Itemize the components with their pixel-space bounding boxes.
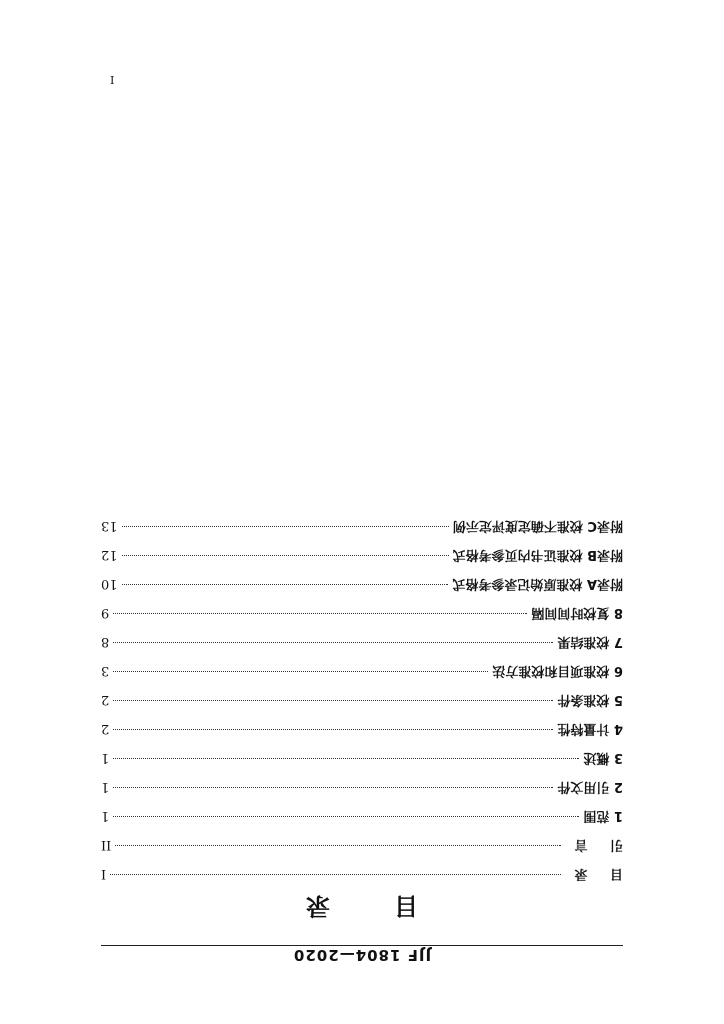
toc-entry-page: 2	[101, 721, 110, 736]
dot-leader	[113, 729, 553, 730]
toc-entry-appendix-a[interactable]	[101, 569, 623, 598]
toc-entry-calibration-items-methods[interactable]	[101, 656, 623, 685]
dot-leader	[115, 845, 561, 846]
toc-entry-metrological-characteristics[interactable]	[101, 714, 623, 743]
page-number: I	[110, 73, 115, 86]
toc-entry-page: 1	[101, 808, 110, 823]
toc-entry-foreword[interactable]	[101, 830, 623, 859]
toc-entry-calibration-conditions[interactable]	[101, 685, 623, 714]
toc-entry-page: 10	[101, 576, 118, 591]
toc-entry-page: II	[101, 837, 112, 852]
toc-entry-label: 附录B 校准证书内页参考格式	[452, 547, 623, 562]
toc-entry-calibration-results[interactable]	[101, 627, 623, 656]
toc-entry-label: 7 校准结果	[557, 634, 623, 649]
toc-entry-page: 2	[101, 692, 110, 707]
toc-entry-recalibration-interval[interactable]	[101, 598, 623, 627]
toc-entry-page: 3	[101, 663, 110, 678]
toc-entry-label: 8 复校时间间隔	[531, 605, 623, 620]
dot-leader	[113, 613, 527, 614]
dot-leader	[113, 787, 553, 788]
toc-entry-scope[interactable]	[101, 801, 623, 830]
toc-entry-label: 6 校准项目和校准方法	[492, 663, 623, 678]
toc-entry-label: 5 校准条件	[557, 692, 623, 707]
toc-entry-appendix-b[interactable]	[101, 540, 623, 569]
toc-entry-page: 1	[101, 750, 110, 765]
dot-leader	[113, 700, 553, 701]
dot-leader	[113, 758, 579, 759]
standard-code: JJF 1804—2020	[292, 946, 432, 964]
toc-entry-appendix-c[interactable]	[101, 511, 623, 540]
dot-leader	[110, 874, 561, 875]
toc-entry-label: 附录A 校准原始记录参考格式	[452, 576, 623, 591]
toc-entry-page: I	[101, 866, 107, 881]
toc-entry-label: 1 范围	[583, 808, 623, 823]
dot-leader	[122, 526, 449, 527]
toc-title: 目 录	[277, 892, 419, 920]
dot-leader	[113, 671, 488, 672]
toc-entry-page: 1	[101, 779, 110, 794]
toc-entry-label: 3 概述	[583, 750, 623, 765]
toc-entry-label: 2 引用文件	[557, 779, 623, 794]
toc-entry-page: 9	[101, 605, 110, 620]
dot-leader	[113, 816, 579, 817]
toc-entry-contents[interactable]	[101, 859, 623, 888]
toc-entry-label: 引 言	[565, 837, 623, 852]
toc-entry-label: 目 录	[565, 866, 623, 881]
dot-leader	[113, 642, 553, 643]
toc-entry-references[interactable]	[101, 772, 623, 801]
toc-entry-page: 13	[101, 518, 118, 533]
toc-entry-label: 4 计量特性	[557, 721, 623, 736]
table-of-contents	[101, 511, 623, 888]
dot-leader	[122, 555, 449, 556]
toc-entry-label: 附录C 校准不确定度评定示例	[452, 518, 623, 533]
toc-entry-page: 8	[101, 634, 110, 649]
header-divider	[101, 945, 623, 946]
toc-entry-overview[interactable]	[101, 743, 623, 772]
toc-entry-page: 12	[101, 547, 118, 562]
dot-leader	[122, 584, 449, 585]
